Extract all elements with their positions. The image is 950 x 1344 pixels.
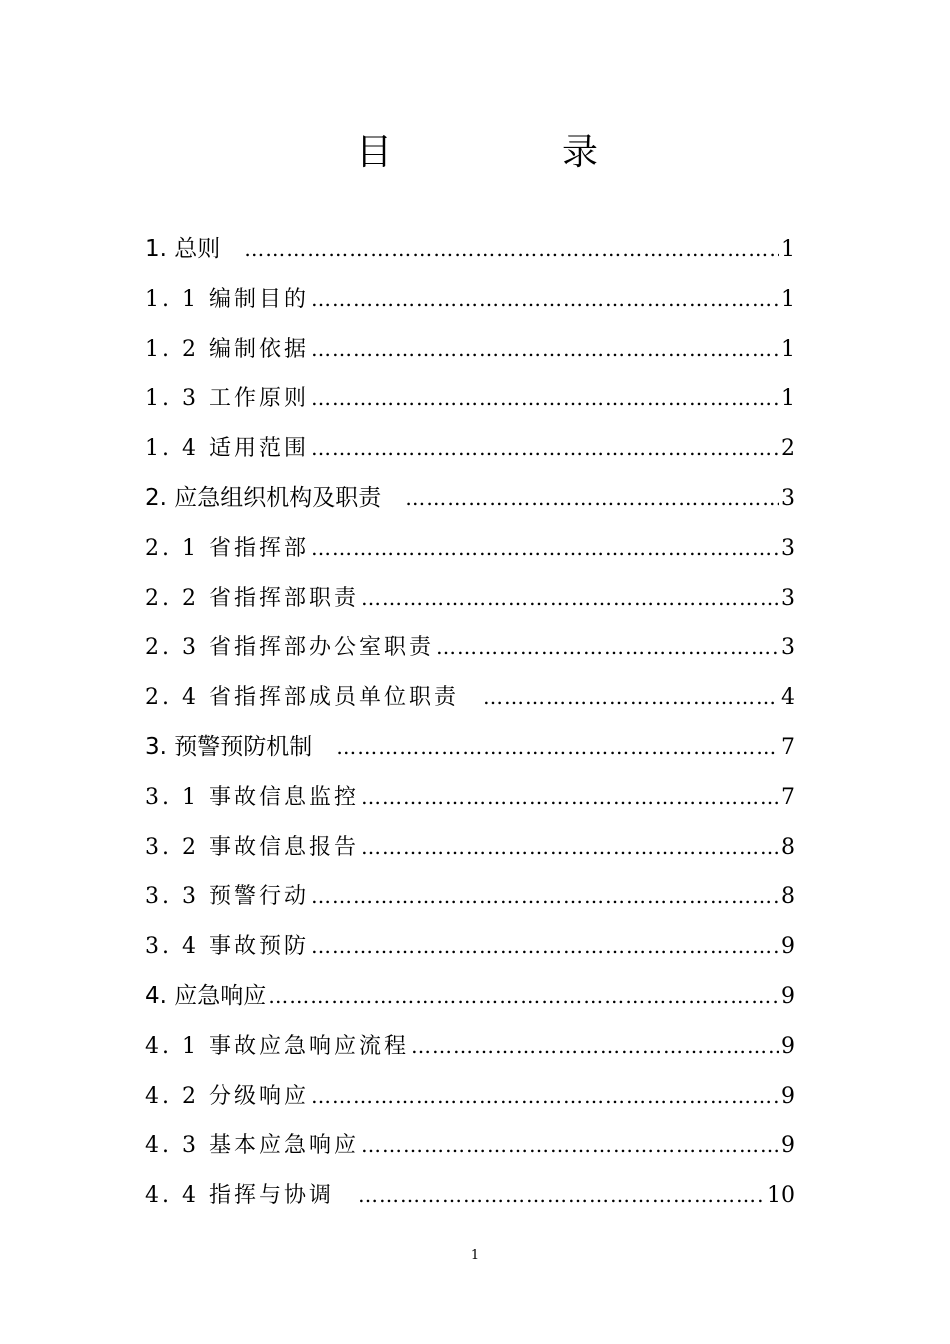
toc-entry-page: 1 xyxy=(781,286,795,312)
toc-dot-leader xyxy=(336,723,779,773)
page-title xyxy=(0,128,950,178)
toc-entry-page: 3 xyxy=(781,635,795,661)
toc-entry[interactable] xyxy=(145,1022,795,1072)
toc-entry-label: 4. 应急响应 xyxy=(145,982,267,1009)
toc-entry-label: 1. 1 编制目的 xyxy=(145,286,309,312)
toc-dot-leader xyxy=(405,474,779,524)
toc-entry-page: 2 xyxy=(781,436,795,462)
toc-entry-page: 9 xyxy=(781,983,795,1009)
toc-entry-label: 2. 2 省指挥部职责 xyxy=(145,585,359,611)
toc-entry-label: 2. 4 省指挥部成员单位职责 xyxy=(145,685,459,711)
toc-entry[interactable] xyxy=(145,773,795,823)
toc-entry[interactable] xyxy=(145,424,795,474)
toc-entry-label: 2. 应急组织机构及职责 xyxy=(145,484,382,511)
toc-entry[interactable] xyxy=(145,374,795,424)
title-char-2: 录 xyxy=(562,132,599,173)
toc-dot-leader xyxy=(311,275,779,325)
toc-entry-label: 4. 1 事故应急响应流程 xyxy=(145,1033,409,1059)
toc-entry[interactable] xyxy=(145,524,795,574)
toc-entry-page: 1 xyxy=(781,336,795,362)
toc-entry[interactable] xyxy=(145,1171,795,1221)
toc-entry-page: 3 xyxy=(781,485,795,511)
toc-entry[interactable] xyxy=(145,325,795,375)
toc-dot-leader xyxy=(311,325,779,375)
toc-entry[interactable] xyxy=(145,225,795,275)
toc-dot-leader xyxy=(358,1171,765,1221)
toc-dot-leader xyxy=(311,374,779,424)
toc-dot-leader xyxy=(411,1022,779,1072)
toc-entry[interactable] xyxy=(145,972,795,1022)
toc-entry-page: 4 xyxy=(781,685,795,711)
toc-dot-leader xyxy=(311,1072,779,1122)
toc-entry[interactable] xyxy=(145,673,795,723)
toc-entry-page: 3 xyxy=(781,585,795,611)
toc-entry-label: 1. 4 适用范围 xyxy=(145,436,309,462)
toc-entry-page: 7 xyxy=(781,784,795,810)
toc-entry-label: 4. 2 分级响应 xyxy=(145,1083,309,1109)
toc-entry-page: 1 xyxy=(781,386,795,412)
toc-dot-leader xyxy=(311,872,779,922)
toc-entry-label: 3. 4 事故预防 xyxy=(145,934,309,960)
toc-dot-leader xyxy=(268,972,779,1022)
toc-entry[interactable] xyxy=(145,474,795,524)
toc-dot-leader xyxy=(361,1121,779,1171)
page-number: 1 xyxy=(470,1248,480,1263)
toc-entry-label: 2. 1 省指挥部 xyxy=(145,535,309,561)
toc-entry-page: 9 xyxy=(781,1133,795,1159)
toc-entry-label: 4. 4 指挥与协调 xyxy=(145,1183,334,1209)
toc-dot-leader xyxy=(311,424,779,474)
toc-entry[interactable] xyxy=(145,623,795,673)
toc-dot-leader xyxy=(311,922,779,972)
table-of-contents xyxy=(145,225,795,1221)
toc-dot-leader xyxy=(483,673,779,723)
toc-entry[interactable] xyxy=(145,275,795,325)
toc-entry-page: 7 xyxy=(781,734,795,760)
toc-entry-page: 8 xyxy=(781,834,795,860)
toc-entry-label: 4. 3 基本应急响应 xyxy=(145,1133,359,1159)
toc-entry-label: 1. 总则 xyxy=(145,236,221,262)
toc-entry-label: 3. 3 预警行动 xyxy=(145,884,309,910)
toc-dot-leader xyxy=(361,823,779,873)
toc-entry-page: 10 xyxy=(767,1183,795,1209)
toc-entry-page: 9 xyxy=(781,1083,795,1109)
toc-entry[interactable] xyxy=(145,1072,795,1122)
toc-entry[interactable] xyxy=(145,723,795,773)
toc-entry-page: 9 xyxy=(781,1033,795,1059)
toc-entry-page: 3 xyxy=(781,535,795,561)
toc-entry-label: 3. 2 事故信息报告 xyxy=(145,834,359,860)
toc-entry[interactable] xyxy=(145,574,795,624)
toc-entry-page: 8 xyxy=(781,884,795,910)
toc-entry[interactable] xyxy=(145,872,795,922)
toc-entry-page: 1 xyxy=(781,237,795,262)
toc-entry-label: 1. 2 编制依据 xyxy=(145,336,309,362)
toc-dot-leader xyxy=(361,773,779,823)
toc-dot-leader xyxy=(311,524,779,574)
toc-entry-label: 2. 3 省指挥部办公室职责 xyxy=(145,635,434,661)
toc-entry-label: 3. 预警预防机制 xyxy=(145,733,313,760)
toc-entry-label: 3. 1 事故信息监控 xyxy=(145,784,359,810)
toc-entry-label: 1. 3 工作原则 xyxy=(145,386,309,412)
toc-entry-page: 9 xyxy=(781,934,795,960)
toc-dot-leader xyxy=(361,574,779,624)
title-char-1: 目 xyxy=(356,132,393,173)
toc-entry[interactable] xyxy=(145,922,795,972)
toc-entry[interactable] xyxy=(145,823,795,873)
toc-dot-leader xyxy=(244,225,779,275)
toc-dot-leader xyxy=(436,623,779,673)
toc-entry[interactable] xyxy=(145,1121,795,1171)
